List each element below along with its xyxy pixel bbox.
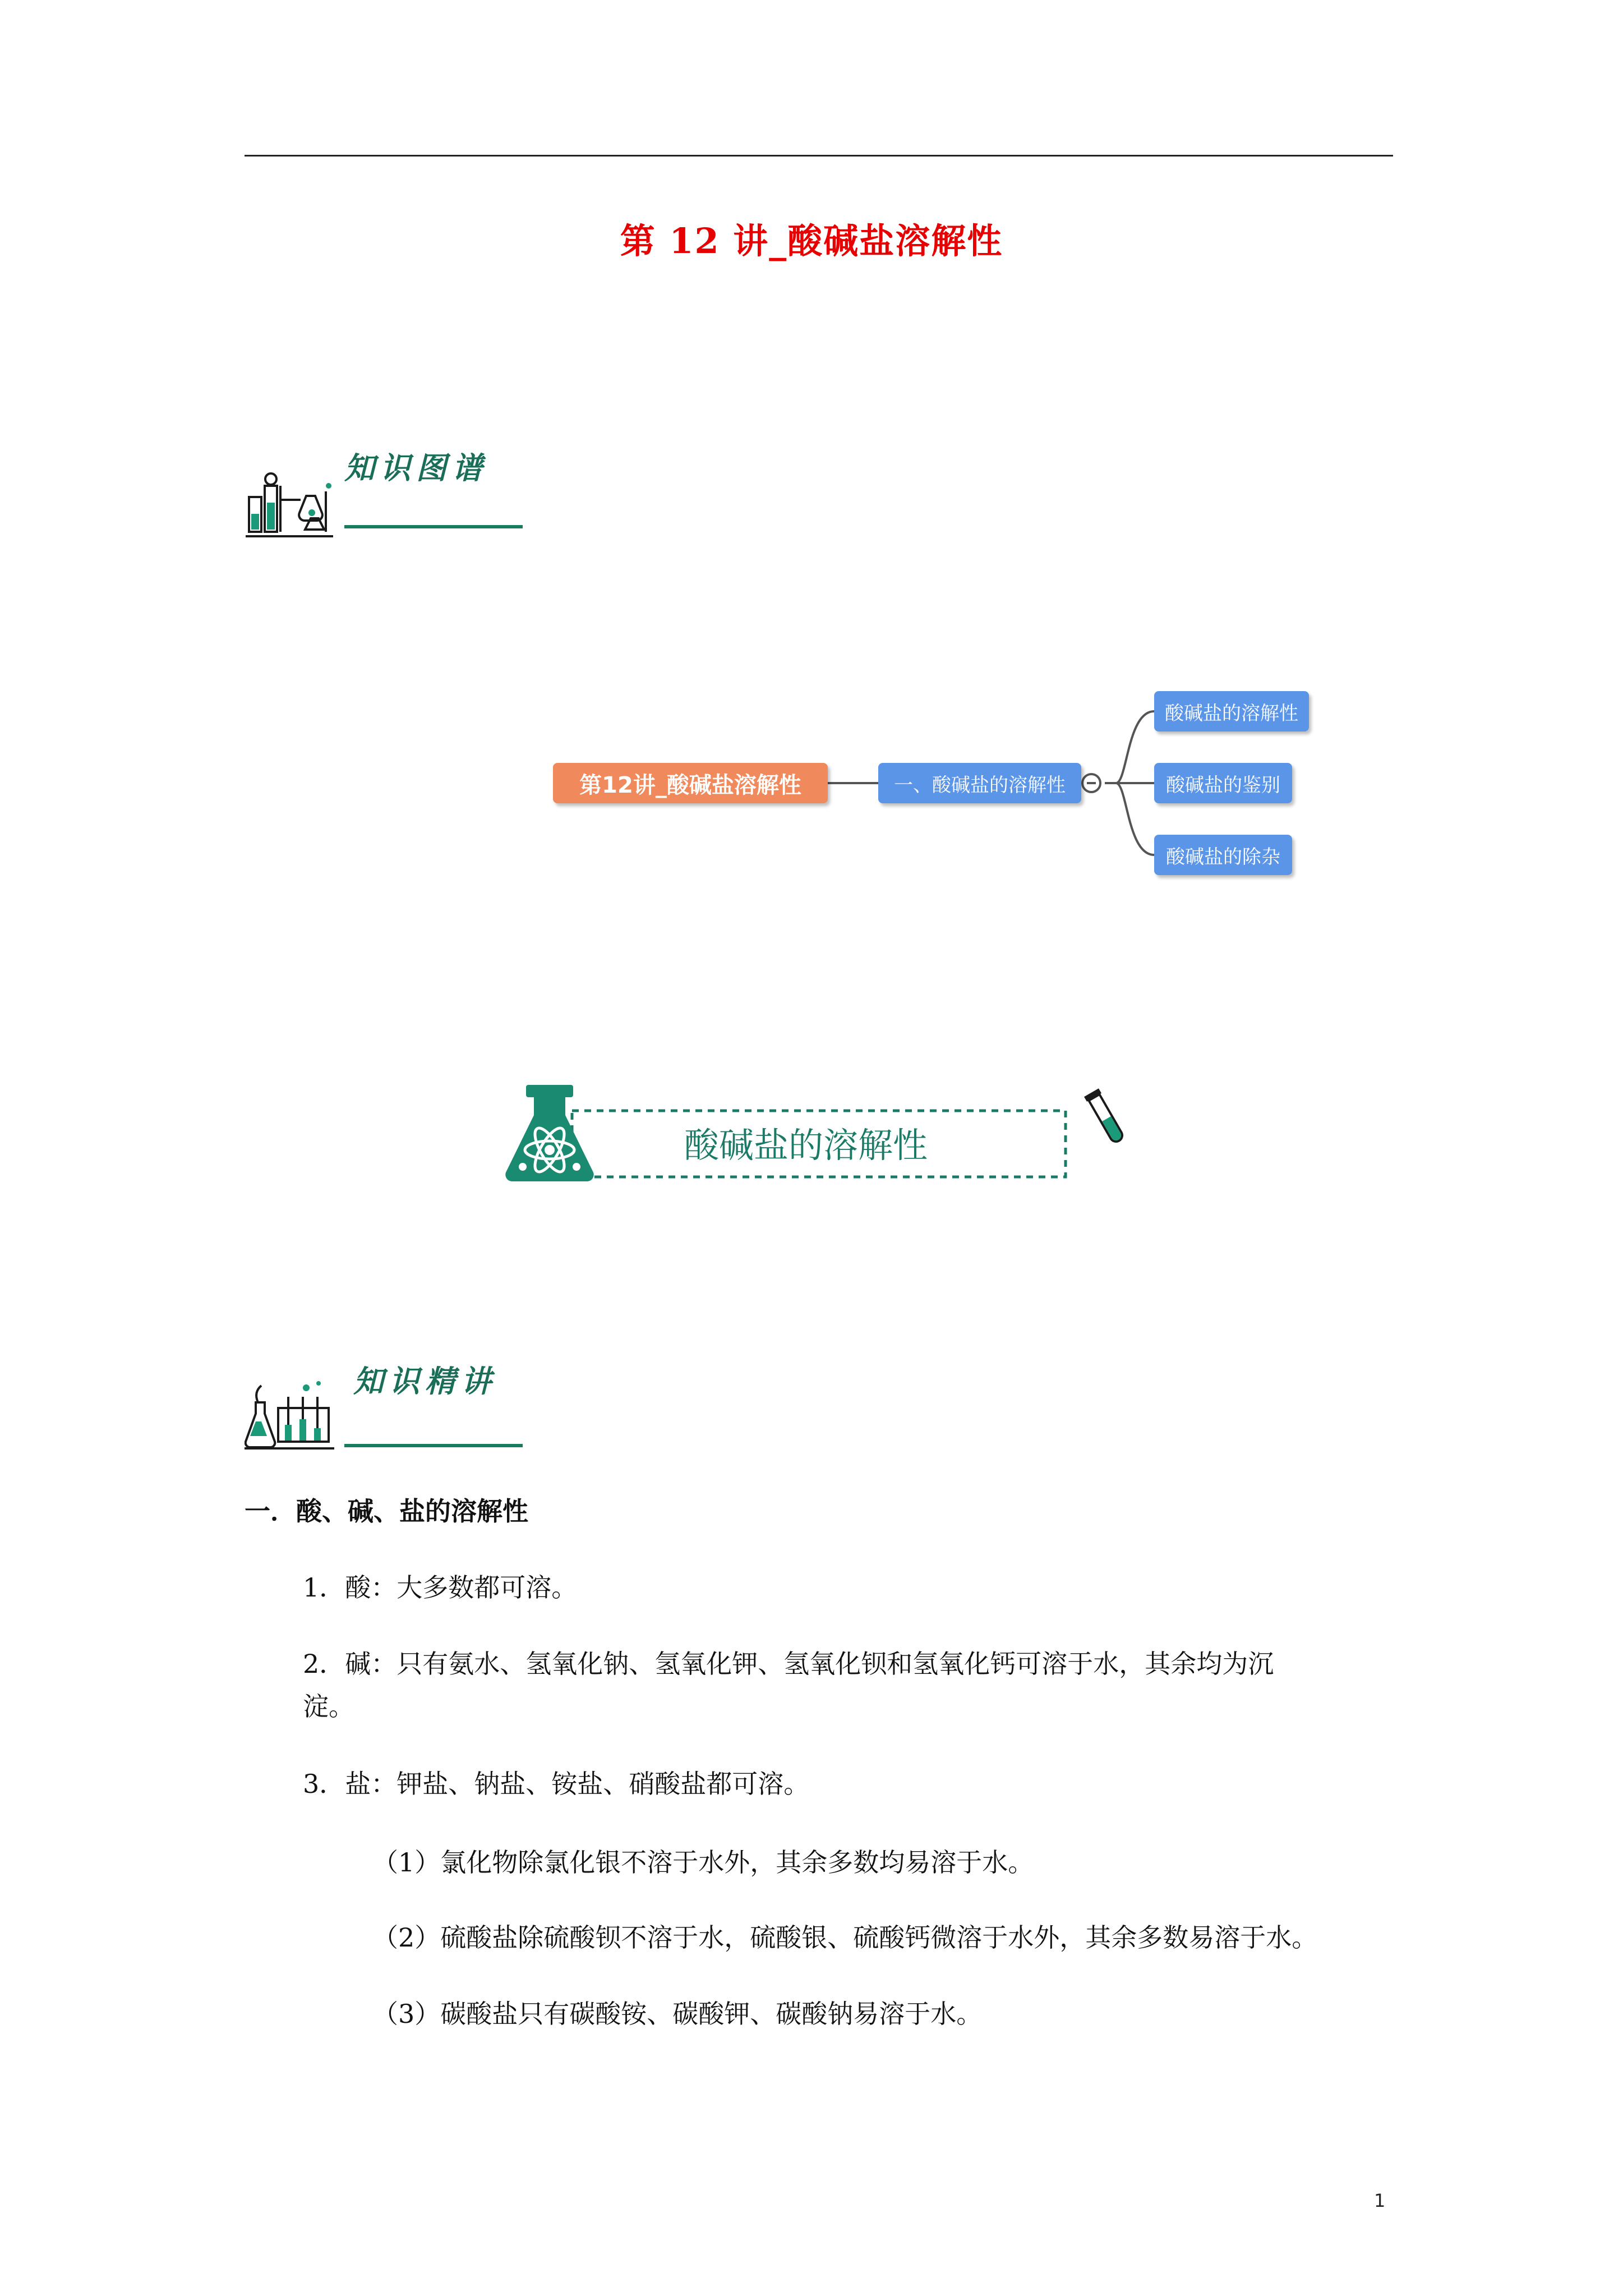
content-subitem: （3）碳酸盐只有碳酸铵、碳酸钾、碳酸钠易溶于水。 <box>372 1999 983 2029</box>
page-number: 1 <box>1374 2190 1386 2211</box>
section-heading-knowledge-detail: 知识精讲 <box>353 1364 497 1399</box>
content-paragraph-continuation: 淀。 <box>303 1691 354 1722</box>
content-paragraph: 3．盐：钾盐、钠盐、铵盐、硝酸盐都可溶。 <box>303 1769 810 1799</box>
content-heading: 一．酸、碱、盐的溶解性 <box>245 1496 528 1526</box>
mindmap-connectors <box>0 0 1623 954</box>
banner <box>499 1083 1144 1184</box>
section-underline <box>344 1444 523 1447</box>
banner-title: 酸碱盐的溶解性 <box>684 1125 928 1166</box>
mindmap-leaf-solubility[interactable]: 酸碱盐的溶解性 <box>1154 691 1309 731</box>
test-tube-icon <box>1082 1087 1133 1154</box>
content-paragraph: 2．碱：只有氨水、氢氧化钠、氢氧化钾、氢氧化钡和氢氧化钙可溶于水，其余均为沉 <box>303 1649 1274 1679</box>
document-title: 第 12 讲_酸碱盐溶解性 <box>620 220 1003 261</box>
mindmap-branch-node[interactable]: 一、酸碱盐的溶解性 <box>878 763 1081 803</box>
flask-atom-icon <box>499 1083 600 1184</box>
mindmap-leaf-identification[interactable]: 酸碱盐的鉴别 <box>1154 763 1292 803</box>
mindmap-leaf-impurity-removal[interactable]: 酸碱盐的除杂 <box>1154 835 1292 875</box>
test-tubes-icon <box>245 1380 334 1453</box>
section-heading-knowledge-map: 知识图谱 <box>344 450 488 486</box>
content-subitem: （2）硫酸盐除硫酸钡不溶于水，硫酸银、硫酸钙微溶于水外，其余多数易溶于水。 <box>372 1922 1318 1953</box>
content-subitem: （1）氯化物除氯化银不溶于水外，其余多数均易溶于水。 <box>372 1847 1034 1878</box>
content-paragraph: 1．酸：大多数都可溶。 <box>303 1572 578 1603</box>
mindmap-root-node[interactable]: 第12讲_酸碱盐溶解性 <box>553 763 828 803</box>
